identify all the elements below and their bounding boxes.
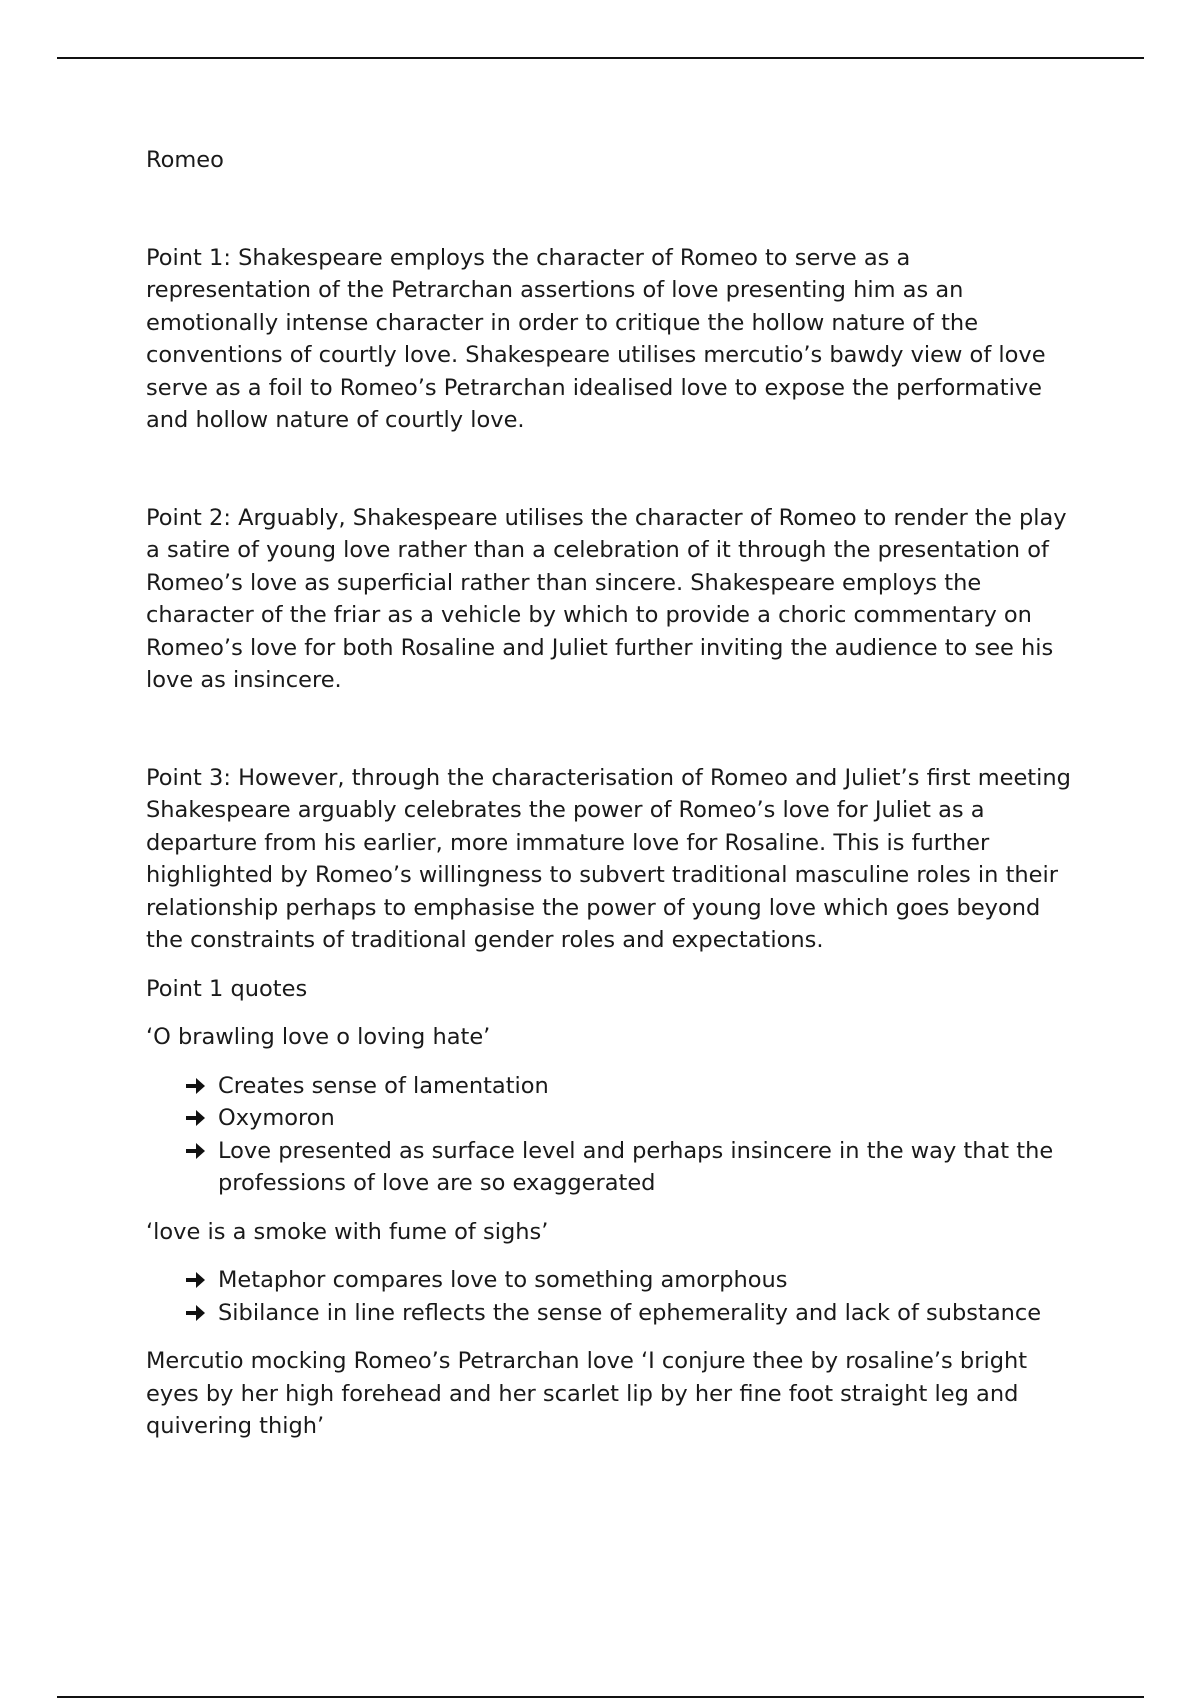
- bullet-text: Oxymoron: [218, 1105, 335, 1131]
- footer-rule: [57, 1696, 1144, 1698]
- list-item: [184, 1135, 1076, 1200]
- list-item: [184, 1102, 1076, 1135]
- quote-1-bullet-list: [146, 1070, 1076, 1200]
- quote-2-bullet-list: [146, 1264, 1076, 1329]
- point-1-paragraph: Point 1: Shakespeare employs the character of Romeo to serve as a representation of the Petrarchan assertions of love presenting him as an emotionally intense character in order to critique the hollow nature of the conventions of courtly love. Shakespeare utilises mercutio’s bawdy view of love serve as a foil to Romeo’s Petrarchan idealised love to expose the performative and hollow nature of courtly love.: [146, 244, 1046, 433]
- header-rule: [57, 57, 1144, 59]
- quote-1: ‘O brawling love o loving hate’: [146, 1024, 491, 1050]
- bullet-text: Metaphor compares love to something amorphous: [218, 1267, 788, 1293]
- list-item: [184, 1264, 1076, 1297]
- document-body: [146, 144, 1076, 1443]
- right-arrow-icon: [184, 1136, 210, 1168]
- bullet-text: Creates sense of lamentation: [218, 1072, 549, 1099]
- document-title: Romeo: [146, 147, 224, 173]
- right-arrow-icon: [184, 1298, 210, 1330]
- point-2-paragraph: Point 2: Arguably, Shakespeare utilises the character of Romeo to render the play a satire of young love rather than a celebration of it through the presentation of Romeo’s love as superficial rather than sincere. Shakespeare employs the character of the friar as a vehicle by which to provide a choric commentary on Romeo’s love for both Rosaline and Juliet further inviting the audience to see his love as insincere.: [146, 504, 1067, 693]
- right-arrow-icon: [184, 1265, 210, 1297]
- right-arrow-icon: [184, 1071, 210, 1103]
- bullet-text: Love presented as surface level and perhaps insincere in the way that the professions of love are so exaggerated: [218, 1137, 1054, 1196]
- list-item: [184, 1070, 1076, 1103]
- bullet-text: Sibilance in line reflects the sense of ephemerality and lack of substance: [218, 1299, 1042, 1326]
- point-3-paragraph: Point 3: However, through the characterisation of Romeo and Juliet’s first meeting Shakespeare arguably celebrates the power of Romeo’s love for Juliet as a departure from his earlier, more immature love for Rosaline. This is further highlighted by Romeo’s willingness to subvert traditional masculine roles in their relationship perhaps to emphasise the power of young love which goes beyond the constraints of traditional gender roles and expectations.: [146, 764, 1071, 953]
- closing-paragraph: Mercutio mocking Romeo’s Petrarchan love ‘I conjure thee by rosaline’s bright eyes by her high forehead and her scarlet lip by her fine foot straight leg and quivering thigh’: [146, 1348, 1028, 1439]
- quotes-heading: Point 1 quotes: [146, 975, 308, 1002]
- right-arrow-icon: [184, 1103, 210, 1135]
- list-item: [184, 1297, 1076, 1330]
- quote-2: ‘love is a smoke with fume of sighs’: [146, 1218, 549, 1245]
